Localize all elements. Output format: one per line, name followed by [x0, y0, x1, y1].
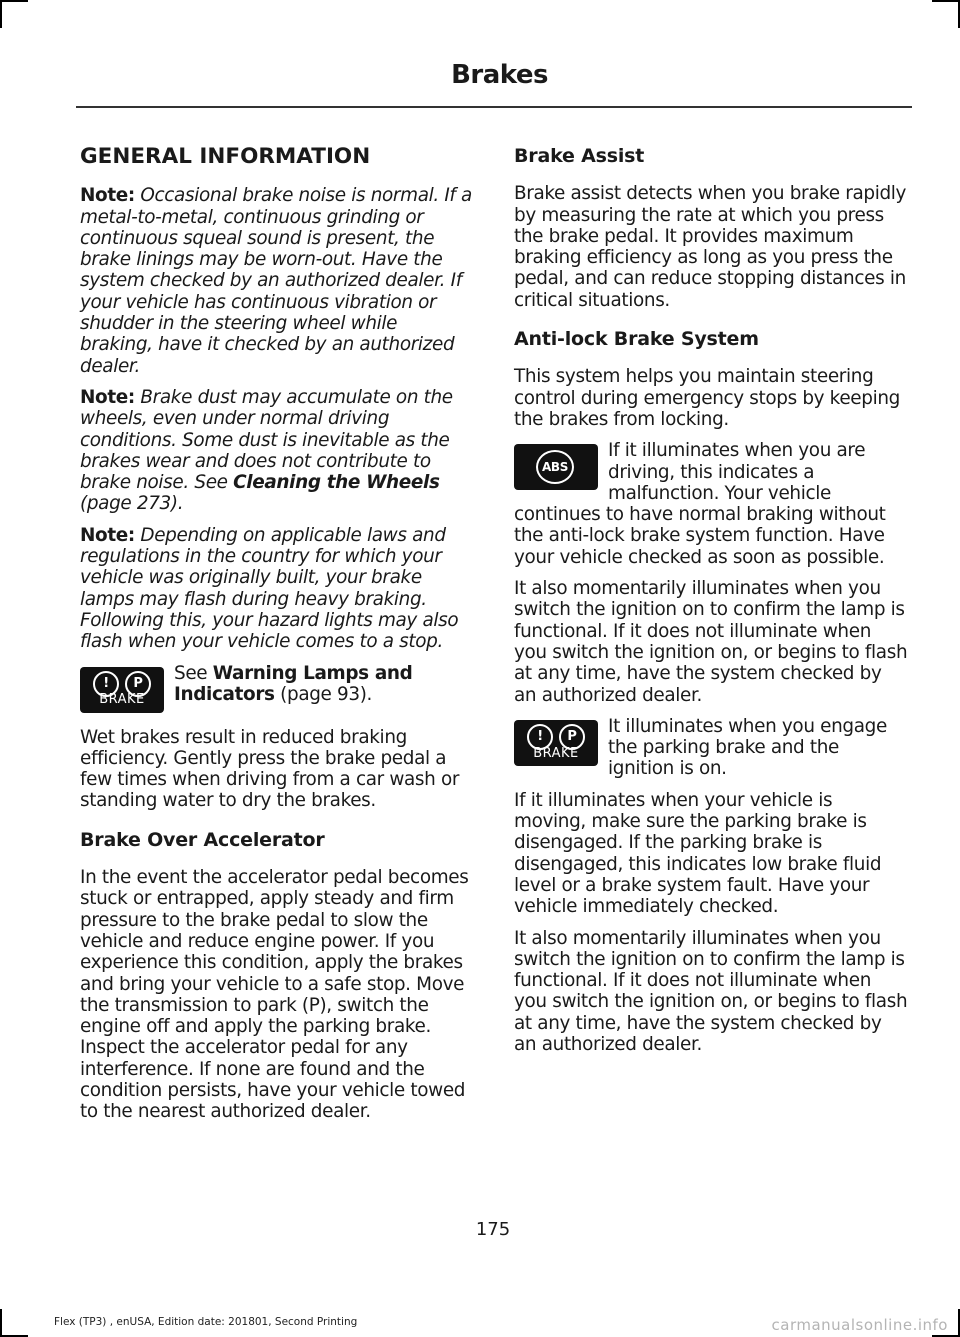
brake-warning-reference — [80, 663, 475, 717]
crop-mark — [0, 1309, 2, 1337]
abs-warning-lamp-icon — [514, 444, 598, 490]
subheading-brake-over-accelerator: Brake Over Accelerator — [80, 828, 325, 851]
header-rule — [76, 106, 912, 108]
note-label: Note: — [80, 386, 135, 408]
abs-icon: ABS — [536, 450, 574, 484]
page-header-title: Brakes — [451, 60, 548, 90]
note-brake-dust — [80, 387, 475, 515]
brake-icon-description: It illuminates when you engage the parking brake and the ignition is on. — [608, 715, 887, 780]
brake-word: BRAKE — [99, 692, 145, 708]
footer-edition-info: Flex (TP3) , enUSA, Edition date: 201801, Second Printing — [54, 1316, 358, 1328]
right-column — [514, 146, 909, 1065]
note-text: Occasional brake noise is normal. If a metal-to-metal, continuous grinding or continuous squeal sound is present, the brake linings may be worn-out. Have the system checked by an authorized dealer. If your vehicle has continuous vibration or shudder in the steering wheel while braking, have it checked by an authorized dealer. — [80, 185, 472, 377]
note-text: Depending on applicable laws and regulations in the country for which your vehicle was originally built, your brake lamps may flash during heavy braking. Following this, your hazard lights may also flash when your vehicle comes to a stop. — [80, 524, 459, 653]
cross-reference-page: (page 273). — [80, 493, 184, 515]
parking-icon: P — [559, 724, 585, 750]
note-text: Brake dust may accumulate on the wheels, even under normal driving conditions. Some dust is inevitable as the brakes wear and does not contribute to brake noise. See — [80, 386, 453, 494]
wet-brakes-paragraph: Wet brakes result in reduced braking efficiency. Gently press the brake pedal a few times when driving from a car wash or standing water to dry the brakes. — [80, 726, 460, 812]
abs-momentary-paragraph: It also momentarily illuminates when you switch the ignition on to confirm the lamp is functional. If it does not illuminate when you switch the ignition on, or begins to flash at any time, have the system checked by an authorized dealer. — [514, 578, 908, 706]
abs-intro-paragraph: This system helps you maintain steering control during emergency stops by keeping the brakes from locking. — [514, 366, 900, 430]
see-suffix: (page 93). — [274, 683, 373, 705]
brake-warning-row — [514, 716, 909, 780]
brake-over-accelerator-paragraph: In the event the accelerator pedal becomes stuck or entrapped, apply steady and firm pressure to the brake pedal to slow the vehicle and reduce engine power. If you experience this condition, apply the brakes and bring your vehicle to a safe stop. Move the transmission to park (P), switch the engine off and apply the parking brake. Inspect the accelerator pedal for any interference. If none are found and the condition persists, have your vehicle towed to the nearest authorized dealer. — [80, 867, 469, 1123]
subheading-anti-lock-brake-system: Anti-lock Brake System — [514, 328, 759, 351]
abs-icon-description: If it illuminates when you are driving, this indicates a malfunction. Your vehicle continues to have normal braking without the anti-lock brake system function. Have your vehicle checked as soon as possible. — [514, 440, 886, 568]
brake-momentary-paragraph: It also momentarily illuminates when you switch the ignition on to confirm the lamp is functional. If it does not illuminate when you switch the ignition on, or begins to flash at any time, have the system checked by an authorized dealer. — [514, 927, 908, 1055]
exclamation-icon: ! — [93, 671, 119, 697]
crop-mark — [0, 0, 28, 2]
crop-mark — [0, 0, 2, 28]
abs-warning-row — [514, 440, 909, 568]
page-number: 175 — [475, 1219, 511, 1240]
subheading-brake-assist: Brake Assist — [514, 145, 645, 167]
note-brake-noise — [80, 185, 475, 377]
exclamation-icon: ! — [527, 724, 553, 750]
crop-mark — [932, 0, 960, 2]
section-heading-general-information: GENERAL INFORMATION — [80, 144, 371, 169]
note-label: Note: — [80, 185, 135, 207]
brake-warning-lamp-icon — [514, 720, 598, 766]
note-label: Note: — [80, 524, 135, 546]
brake-word: BRAKE — [533, 745, 579, 761]
parking-icon: P — [125, 671, 151, 697]
brake-warning-lamp-icon — [80, 667, 164, 713]
see-prefix: See — [174, 662, 213, 684]
cross-reference-link[interactable]: Cleaning the Wheels — [233, 472, 440, 494]
watermark: carmanualsonline.info — [771, 1316, 948, 1334]
brake-assist-paragraph: Brake assist detects when you brake rapidly by measuring the rate at which you press the brake pedal. It provides maximum braking efficiency as long as you press the pedal, and can reduce stopping distances in critical situations. — [514, 183, 907, 311]
warning-lamps-link[interactable]: Warning Lamps and Indicators — [174, 662, 413, 705]
left-column — [80, 146, 475, 1133]
note-brake-lamps — [80, 525, 475, 653]
brake-moving-paragraph: If it illuminates when your vehicle is moving, make sure the parking brake is disengaged. If the parking brake is disengaged, this indicates low brake fluid level or a brake system fault. Have your vehicle immediately checked. — [514, 789, 882, 918]
